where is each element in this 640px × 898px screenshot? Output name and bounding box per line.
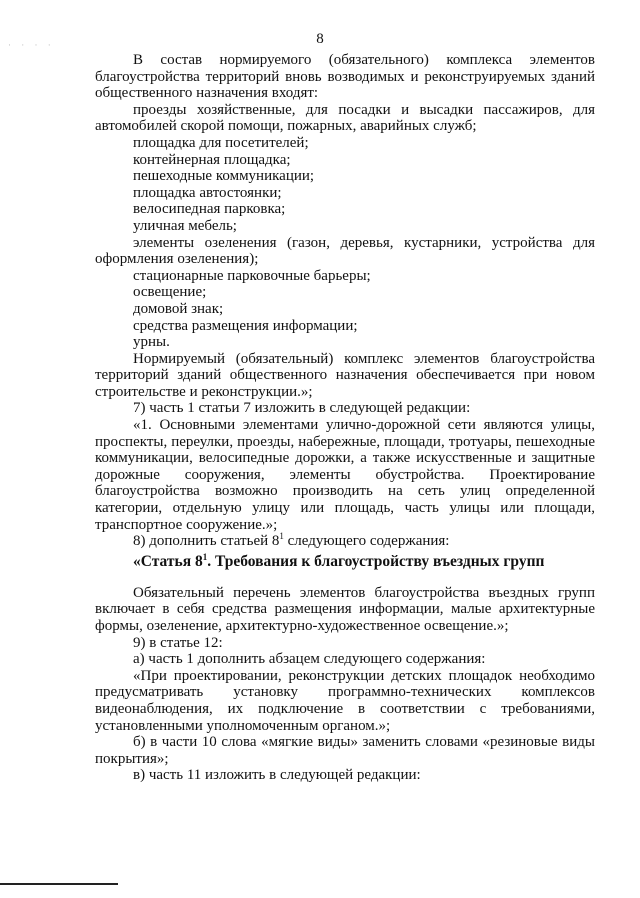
list-item: пешеходные коммуникации; [133, 168, 315, 185]
list-item: уличная мебель; [133, 217, 237, 234]
document-body [95, 52, 595, 784]
list-item: домовой знак; [133, 300, 224, 317]
paragraph-quote: «1. Основными элементами улично-дорожной сети являются улицы, проспекты, переулки, проезды, набережные, площади, тротуары, пешеходные коммуникации, велосипедные дорожки, а также искусственные и защитные дорожные сооружения, элементы обустройства. Проектирование благоустройства возможно производить на сеть улиц определенной категории, отдельную улицу или площадь, часть улицы или площади, транспортное сооружение.»; [95, 417, 595, 533]
list-item: площадка автостоянки; [133, 184, 282, 201]
list-item: урны. [133, 334, 170, 351]
page-number: 8 [316, 31, 324, 47]
heading-superscript: 1 [202, 551, 208, 562]
sub-item-a: а) часть 1 дополнить абзацем следующего содержания: [133, 651, 486, 668]
item8-text-end: следующего содержания: [283, 533, 450, 550]
paragraph: Обязательный перечень элементов благоустройства въездных групп включает в себя средства размещения информации, малые архитектурные формы, озеленение, архитектурно-художественное освещение.»; [95, 584, 595, 634]
list-item: велосипедная парковка; [133, 201, 286, 218]
scan-artifact: · · · · [8, 40, 55, 50]
list-item: контейнерная площадка; [133, 151, 291, 168]
article-heading [95, 553, 595, 571]
heading-text-end: . Требования к благоустройству въездных групп [207, 552, 545, 570]
sub-item-b: б) в части 10 слова «мягкие виды» заменить словами «резиновые виды покрытия»; [95, 734, 595, 767]
list-item: площадка для посетителей; [133, 134, 309, 151]
paragraph-intro: В состав нормируемого (обязательного) комплекса элементов благоустройства территорий вновь возводимых и реконструируемых зданий общественного назначения входят: [95, 52, 595, 102]
list-item: элементы озеленения (газон, деревья, кустарники, устройства для оформления озеленения); [95, 234, 595, 268]
list-item: проезды хозяйственные, для посадки и высадки пассажиров, для автомобилей скорой помощи, пожарных, аварийных служб; [95, 101, 595, 135]
amendment-item-7: 7) часть 1 статьи 7 изложить в следующей редакции: [133, 400, 471, 417]
amendment-item-8 [95, 533, 595, 550]
list-item: освещение; [133, 284, 207, 301]
paragraph: Нормируемый (обязательный) комплекс элементов благоустройства территорий зданий общественного назначения обеспечивается при новом строительстве и реконструкции.»; [95, 350, 595, 400]
footer-rule [0, 883, 118, 885]
amendment-item-9: 9) в статье 12: [133, 634, 223, 651]
paragraph-quote: «При проектировании, реконструкции детских площадок необходимо предусматривать установку программно-технических комплексов видеонаблюдения, их подключение в соответствии с требованиями, установленными уполномоченным органом.»; [95, 667, 595, 734]
item8-text: 8) дополнить статьей 8 [133, 533, 280, 550]
item8-superscript: 1 [279, 531, 284, 542]
list-item: средства размещения информации; [133, 317, 358, 334]
list-item: стационарные парковочные барьеры; [133, 267, 371, 284]
sub-item-v: в) часть 11 изложить в следующей редакции: [133, 767, 421, 784]
heading-text: «Статья 8 [133, 552, 203, 570]
